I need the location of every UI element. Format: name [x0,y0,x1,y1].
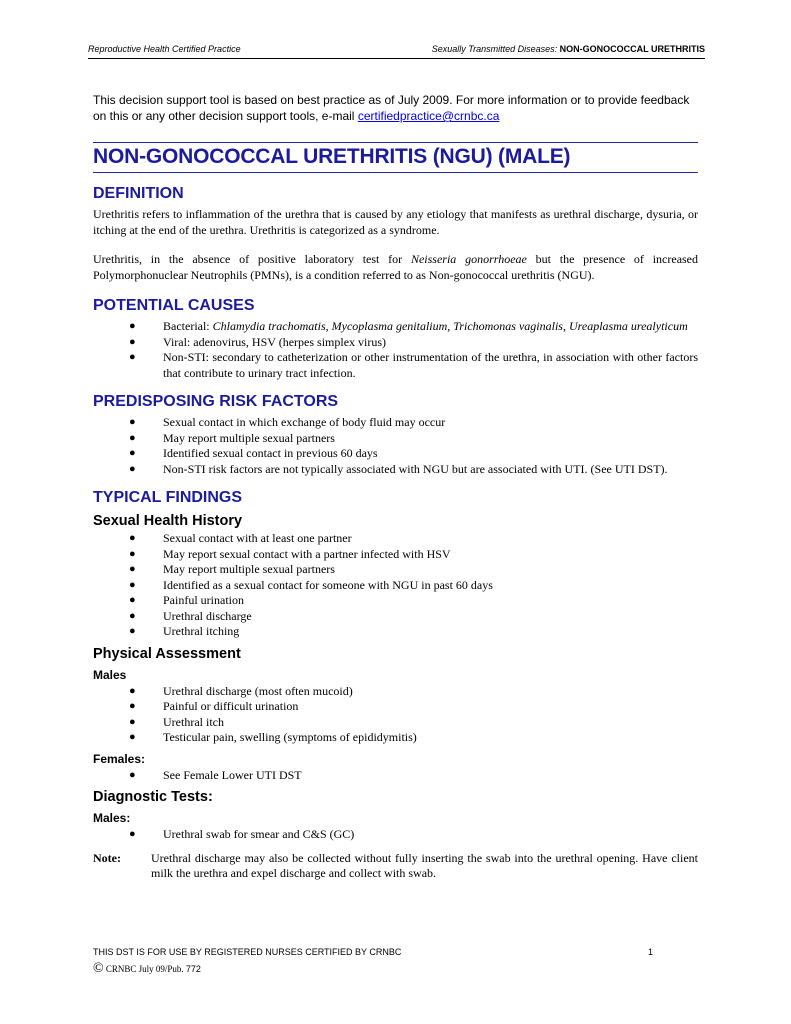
bullet-icon: ● [129,320,136,332]
list-item: ● Urethral discharge [129,608,252,623]
females-findings-list [93,768,698,784]
causes-heading: POTENTIAL CAUSES [93,297,255,314]
diagnostic-list [93,827,698,843]
bullet-icon: ● [129,532,136,544]
publication-number: 772 [185,964,201,974]
bullet-icon: ● [129,462,136,475]
bullet-icon: ● [129,563,136,575]
males-label: Males [93,667,127,682]
list-item: ● Identified as a sexual contact for someone with NGU in past 60 days [129,577,493,592]
copyright-line [93,961,201,977]
intro-text: This decision support tool is based on best practice as of July 2009. For more information or to provide feedback on this or any other decision support tools, e-mail [93,93,690,123]
note-text: Urethral discharge may also be collected without fully inserting the swab into the urethral opening. Have client milk the urethra and expel discharge and collect with swab. [151,850,698,880]
bullet-icon: ● [129,828,136,840]
females-label: Females: [93,751,146,766]
list-item: ● Non-STI risk factors are not typically associated with NGU but are associated with UTI. (See UTI DST). [129,461,668,476]
organism-name: Neisseria gonorrhoeae [410,252,527,266]
bullet-icon: ● [129,335,136,348]
bullet-icon: ● [129,625,136,637]
definition-heading: DEFINITION [93,185,184,202]
list-item: ● Non-STI: secondary to catheterization or other instrumentation of the urethra, in association with other factors that contribute to urinary tract infection. [129,350,698,380]
bullet-icon: ● [129,768,136,781]
copyright-date: CRNBC July 09/Pub. [103,964,186,974]
bullet-icon: ● [129,684,136,697]
page-number: 1 [647,947,653,957]
assessment-heading: Physical Assessment [93,645,241,662]
bullet-icon: ● [129,700,136,712]
list-item: ● Painful urination [129,593,244,607]
diagnostic-males-label: Males: [93,811,131,825]
header-section: Sexually Transmitted Diseases: [431,44,560,54]
risk-factors-heading: PREDISPOSING RISK FACTORS [93,393,339,410]
list-item: ● Urethral itch [129,714,224,729]
page-header [88,44,705,59]
note [93,851,698,882]
findings-heading: TYPICAL FINDINGS [93,489,243,506]
document-title: NON-GONOCOCCAL URETHRITIS (NGU) (MALE) [93,142,698,173]
list-item: ● Viral: adenovirus, HSV (herpes simplex virus) [129,334,387,349]
list-item: ● May report multiple sexual partners [129,430,335,445]
list-item: ● May report multiple sexual partners [129,562,335,576]
document-body [93,92,698,882]
bullet-icon: ● [129,715,136,728]
bullet-icon: ● [129,431,136,444]
list-item: ● Testicular pain, swelling (symptoms of epididymitis) [129,730,417,744]
bullet-icon: ● [129,447,136,459]
definition-paragraph-1: Urethritis refers to inflammation of the urethra that is caused by any etiology that manifests as urethral discharge, dysuria, or itching at the end of the urethra. Urethritis is categorized as a syndrome. [93,207,698,237]
note-label: Note: [93,850,121,865]
list-item: ● Urethral itching [129,624,240,638]
list-item: ● Sexual contact in which exchange of body fluid may occur [129,415,446,429]
list-item: ● Sexual contact with at least one partner [129,531,352,545]
bullet-icon: ● [129,547,136,560]
bullet-icon: ● [129,416,136,428]
copyright-icon: © [93,961,104,976]
list-item: ● Identified sexual contact in previous 60 days [129,446,378,460]
males-findings-list [93,684,698,746]
causes-list [93,319,698,381]
bullet-icon: ● [129,578,136,591]
page-footer [93,947,653,957]
list-item: ● Urethral swab for smear and C&S (GC) [129,827,355,841]
list-item: ● See Female Lower UTI DST [129,767,302,782]
bullet-icon: ● [129,594,136,606]
header-topic: NON-GONOCOCCAL URETHRITIS [559,44,705,54]
list-item: ● Painful or difficult urination [129,699,299,713]
bullet-icon: ● [129,351,136,363]
definition-paragraph-2: Urethritis, in the absence of positive laboratory test for Neisseria gonorrhoeae but the presence of increased Polymorphonuclear Neutrophils (PMNs), is a condition referred to as Non-gonococcal urethritis (NGU). [93,252,699,282]
header-right [432,44,705,54]
list-item: ● May report sexual contact with a partner infected with HSV [129,546,451,561]
diagnostic-heading: Diagnostic Tests: [93,789,213,805]
risk-factors-list [93,415,698,477]
history-heading: Sexual Health History [93,513,243,529]
history-list [93,531,698,640]
list-item: ● Bacterial: Chlamydia trachomatis, Mycoplasma genitalium, Trichomonas vaginalis, Ureaplasma urealyticum [129,319,688,333]
bullet-icon: ● [129,609,136,622]
intro-paragraph [93,92,698,124]
bullet-icon: ● [129,731,136,743]
list-item: ● Urethral discharge (most often mucoid) [129,683,353,698]
footer-text: THIS DST IS FOR USE BY REGISTERED NURSES CERTIFIED BY CRNBC [93,947,402,957]
header-left: Reproductive Health Certified Practice [88,44,241,54]
email-link[interactable]: certifiedpractice@crnbc.ca [357,109,500,123]
